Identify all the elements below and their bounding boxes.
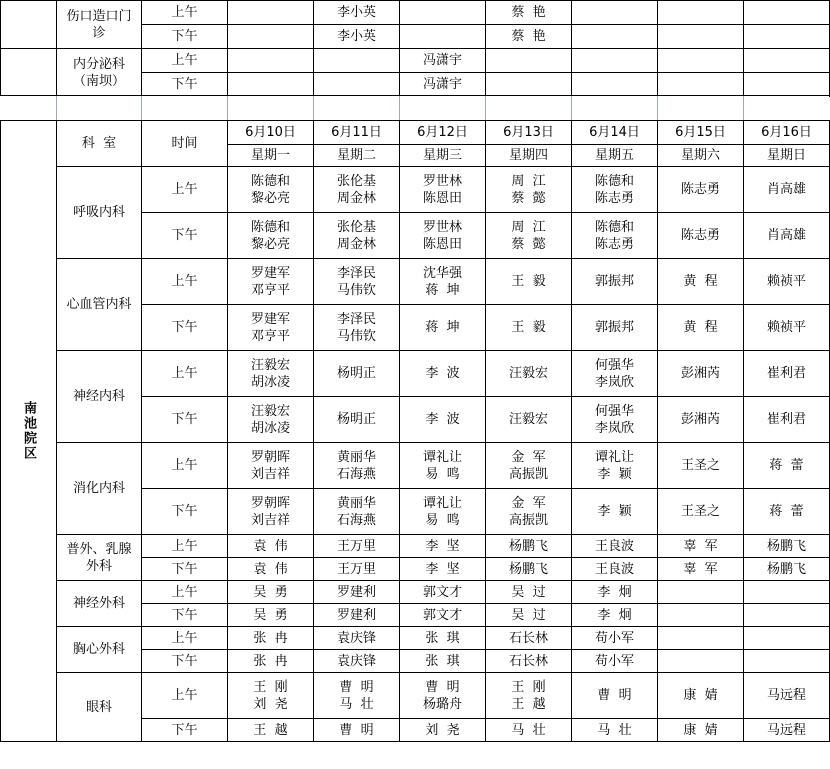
doctor-cell: 罗建军 邓亨平 [228, 259, 314, 305]
doctor-cell: 罗朝晖 刘吉祥 [228, 443, 314, 489]
time-slot: 下午 [142, 73, 228, 97]
dept-name: 内分泌科 （南坝） [57, 49, 142, 97]
weekday-header: 星期一 [228, 145, 314, 167]
date-header: 6月11日 [314, 121, 400, 145]
gap-grid-line [56, 96, 57, 120]
time-slot: 下午 [142, 719, 228, 742]
doctor-cell: 张 冉 [228, 627, 314, 650]
gap-grid-line [227, 96, 228, 120]
doctor-cell: 康 婧 [658, 719, 744, 742]
left-margin-cell [1, 1, 57, 49]
doctor-cell: 郭振邦 [572, 259, 658, 305]
time-slot: 下午 [142, 604, 228, 627]
dept-header: 科 室 [57, 121, 142, 167]
doctor-cell: 杨明正 [314, 397, 400, 443]
doctor-cell: 张伦基 周金林 [314, 213, 400, 259]
doctor-cell: 黄 程 [658, 305, 744, 351]
doctor-cell: 李 炯 [572, 581, 658, 604]
doctor-cell [744, 49, 830, 73]
doctor-cell: 王圣之 [658, 443, 744, 489]
doctor-cell: 汪毅宏 [486, 351, 572, 397]
doctor-cell [228, 49, 314, 73]
doctor-cell: 吴 过 [486, 604, 572, 627]
doctor-cell: 黄丽华 石海燕 [314, 443, 400, 489]
doctor-cell: 李 坚 [400, 535, 486, 558]
doctor-cell: 刘 尧 [400, 719, 486, 742]
doctor-cell: 谭礼让 易 鸣 [400, 443, 486, 489]
doctor-cell: 陈德和 黎必亮 [228, 167, 314, 213]
date-header: 6月12日 [400, 121, 486, 145]
doctor-cell [314, 73, 400, 97]
doctor-cell: 谭礼让 易 鸣 [400, 489, 486, 535]
date-header: 6月14日 [572, 121, 658, 145]
doctor-cell: 杨鹏飞 [744, 558, 830, 581]
doctor-cell: 吴 勇 [228, 604, 314, 627]
doctor-cell: 李泽民 马伟钦 [314, 259, 400, 305]
doctor-cell: 张 琪 [400, 650, 486, 673]
date-header: 6月13日 [486, 121, 572, 145]
dept-name: 眼科 [57, 673, 142, 742]
doctor-cell: 曹 明 [572, 673, 658, 719]
doctor-cell [486, 73, 572, 97]
doctor-cell [744, 627, 830, 650]
doctor-cell: 肖高雄 [744, 167, 830, 213]
time-slot: 下午 [142, 305, 228, 351]
doctor-cell: 汪毅宏 胡冰凌 [228, 397, 314, 443]
doctor-cell [572, 1, 658, 25]
doctor-cell [658, 73, 744, 97]
doctor-cell: 赖祯平 [744, 305, 830, 351]
weekday-header: 星期三 [400, 145, 486, 167]
doctor-cell: 郭文才 [400, 581, 486, 604]
doctor-cell: 李 波 [400, 397, 486, 443]
dept-name: 普外、乳腺 外科 [57, 535, 142, 581]
doctor-cell: 汪毅宏 [486, 397, 572, 443]
gap-grid-line [571, 96, 572, 120]
doctor-cell: 王万里 [314, 558, 400, 581]
doctor-cell: 蒋 坤 [400, 305, 486, 351]
doctor-cell: 袁庆锋 [314, 627, 400, 650]
doctor-cell: 肖高雄 [744, 213, 830, 259]
weekday-header: 星期四 [486, 145, 572, 167]
doctor-cell: 杨鹏飞 [486, 558, 572, 581]
doctor-cell: 汪毅宏 胡冰凌 [228, 351, 314, 397]
table-row [1, 167, 830, 213]
doctor-cell: 陈德和 陈志勇 [572, 167, 658, 213]
doctor-cell [572, 49, 658, 73]
table-row [1, 627, 830, 650]
gap-grid-line [141, 96, 142, 120]
doctor-cell: 崔利君 [744, 351, 830, 397]
weekday-header: 星期二 [314, 145, 400, 167]
doctor-cell: 马 壮 [486, 719, 572, 742]
doctor-cell [228, 1, 314, 25]
header-row-dates [1, 121, 830, 145]
weekday-header: 星期日 [744, 145, 830, 167]
doctor-cell: 吴 勇 [228, 581, 314, 604]
doctor-cell: 黄丽华 石海燕 [314, 489, 400, 535]
doctor-cell: 周 江 蔡 懿 [486, 167, 572, 213]
doctor-cell: 彭湘芮 [658, 351, 744, 397]
date-header: 6月10日 [228, 121, 314, 145]
doctor-cell: 李 波 [400, 351, 486, 397]
doctor-cell: 陈德和 陈志勇 [572, 213, 658, 259]
doctor-cell: 杨鹏飞 [744, 535, 830, 558]
left-margin-cell [1, 49, 57, 97]
time-slot: 上午 [142, 535, 228, 558]
doctor-cell [744, 604, 830, 627]
doctor-cell: 蒋 蕾 [744, 489, 830, 535]
doctor-cell [658, 581, 744, 604]
doctor-cell: 罗建利 [314, 581, 400, 604]
doctor-cell: 吴 过 [486, 581, 572, 604]
main-schedule-table [0, 120, 830, 742]
doctor-cell: 陈德和 黎必亮 [228, 213, 314, 259]
doctor-cell [658, 604, 744, 627]
doctor-cell: 袁 伟 [228, 558, 314, 581]
doctor-cell: 马远程 [744, 719, 830, 742]
time-slot: 上午 [142, 1, 228, 25]
table-row [1, 535, 830, 558]
table-row [1, 581, 830, 604]
doctor-cell: 袁庆锋 [314, 650, 400, 673]
doctor-cell: 何强华 李岚欣 [572, 351, 658, 397]
doctor-cell [658, 49, 744, 73]
time-slot: 下午 [142, 489, 228, 535]
doctor-cell: 石长林 [486, 627, 572, 650]
doctor-cell: 罗世林 陈恩田 [400, 167, 486, 213]
table-row [1, 443, 830, 489]
date-header: 6月16日 [744, 121, 830, 145]
gap-grid-line [657, 96, 658, 120]
doctor-cell [228, 25, 314, 49]
dept-name: 心血管内科 [57, 259, 142, 351]
doctor-cell [744, 650, 830, 673]
doctor-cell: 郭振邦 [572, 305, 658, 351]
doctor-cell [658, 627, 744, 650]
gap-grid-line [313, 96, 314, 120]
doctor-cell: 王 刚 王 越 [486, 673, 572, 719]
table-row [1, 1, 830, 25]
time-slot: 下午 [142, 558, 228, 581]
time-slot: 上午 [142, 443, 228, 489]
doctor-cell: 石长林 [486, 650, 572, 673]
doctor-cell [744, 25, 830, 49]
gap-grid-line [485, 96, 486, 120]
doctor-cell: 张伦基 周金林 [314, 167, 400, 213]
doctor-cell: 陈志勇 [658, 213, 744, 259]
doctor-cell: 马 壮 [572, 719, 658, 742]
doctor-cell: 王 越 [228, 719, 314, 742]
doctor-cell: 罗世林 陈恩田 [400, 213, 486, 259]
doctor-cell: 谭礼让 李 颖 [572, 443, 658, 489]
doctor-cell: 李 颖 [572, 489, 658, 535]
campus-name: 南池院区 [1, 121, 57, 742]
doctor-cell: 王圣之 [658, 489, 744, 535]
time-slot: 上午 [142, 673, 228, 719]
doctor-cell: 辜 军 [658, 558, 744, 581]
doctor-cell [572, 73, 658, 97]
doctor-cell: 康 婧 [658, 673, 744, 719]
section-gap-row [0, 95, 829, 121]
doctor-cell: 蔡 艳 [486, 1, 572, 25]
time-slot: 下午 [142, 650, 228, 673]
doctor-cell: 王 毅 [486, 259, 572, 305]
doctor-cell [658, 650, 744, 673]
doctor-cell: 李 坚 [400, 558, 486, 581]
doctor-cell [744, 581, 830, 604]
dept-name: 神经内科 [57, 351, 142, 443]
doctor-cell [228, 73, 314, 97]
date-header: 6月15日 [658, 121, 744, 145]
top-schedule-table [0, 0, 830, 97]
doctor-cell: 陈志勇 [658, 167, 744, 213]
doctor-cell: 金 军 高振凯 [486, 489, 572, 535]
doctor-cell: 马远程 [744, 673, 830, 719]
doctor-cell: 沈华强 蒋 坤 [400, 259, 486, 305]
table-row [1, 351, 830, 397]
time-slot: 上午 [142, 167, 228, 213]
dept-name: 神经外科 [57, 581, 142, 627]
doctor-cell: 王良波 [572, 558, 658, 581]
doctor-cell [658, 25, 744, 49]
doctor-cell [486, 49, 572, 73]
gap-grid-line [399, 96, 400, 120]
doctor-cell: 李小英 [314, 1, 400, 25]
dept-name: 伤口造口门 诊 [57, 1, 142, 49]
table-row [1, 49, 830, 73]
doctor-cell: 崔利君 [744, 397, 830, 443]
doctor-cell [314, 49, 400, 73]
doctor-cell: 赖祯平 [744, 259, 830, 305]
doctor-cell: 罗建军 邓亨平 [228, 305, 314, 351]
doctor-cell [400, 1, 486, 25]
doctor-cell: 周 江 蔡 懿 [486, 213, 572, 259]
doctor-cell: 罗建利 [314, 604, 400, 627]
doctor-cell: 杨明正 [314, 351, 400, 397]
dept-name: 消化内科 [57, 443, 142, 535]
dept-name: 胸心外科 [57, 627, 142, 673]
doctor-cell: 袁 伟 [228, 535, 314, 558]
doctor-cell [658, 1, 744, 25]
doctor-cell [744, 1, 830, 25]
weekday-header: 星期五 [572, 145, 658, 167]
doctor-cell [572, 25, 658, 49]
gap-grid-line [743, 96, 744, 120]
doctor-cell [744, 73, 830, 97]
doctor-cell: 李 炯 [572, 604, 658, 627]
time-slot: 上午 [142, 259, 228, 305]
doctor-cell: 曹 明 [314, 719, 400, 742]
table-row [1, 259, 830, 305]
doctor-cell: 王 毅 [486, 305, 572, 351]
table-row [1, 673, 830, 719]
doctor-cell: 李小英 [314, 25, 400, 49]
doctor-cell: 蔡 艳 [486, 25, 572, 49]
weekday-header: 星期六 [658, 145, 744, 167]
doctor-cell: 张 冉 [228, 650, 314, 673]
doctor-cell: 苟小军 [572, 627, 658, 650]
doctor-cell: 曹 明 杨璐舟 [400, 673, 486, 719]
time-slot: 下午 [142, 25, 228, 49]
doctor-cell: 张 琪 [400, 627, 486, 650]
doctor-cell: 郭文才 [400, 604, 486, 627]
time-header: 时间 [142, 121, 228, 167]
time-slot: 上午 [142, 627, 228, 650]
doctor-cell: 曹 明 马 壮 [314, 673, 400, 719]
doctor-cell: 杨鹏飞 [486, 535, 572, 558]
doctor-cell: 冯潇宇 [400, 73, 486, 97]
doctor-cell: 王 刚 刘 尧 [228, 673, 314, 719]
dept-name: 呼吸内科 [57, 167, 142, 259]
doctor-cell: 辜 军 [658, 535, 744, 558]
doctor-cell: 金 军 高振凯 [486, 443, 572, 489]
doctor-cell [400, 25, 486, 49]
doctor-cell: 罗朝晖 刘吉祥 [228, 489, 314, 535]
time-slot: 下午 [142, 213, 228, 259]
time-slot: 下午 [142, 397, 228, 443]
doctor-cell: 冯潇宇 [400, 49, 486, 73]
doctor-cell: 王良波 [572, 535, 658, 558]
doctor-cell: 彭湘芮 [658, 397, 744, 443]
time-slot: 上午 [142, 49, 228, 73]
time-slot: 上午 [142, 581, 228, 604]
doctor-cell: 黄 程 [658, 259, 744, 305]
doctor-cell: 苟小军 [572, 650, 658, 673]
doctor-cell: 李泽民 马伟钦 [314, 305, 400, 351]
time-slot: 上午 [142, 351, 228, 397]
doctor-cell: 王万里 [314, 535, 400, 558]
doctor-cell: 蒋 蕾 [744, 443, 830, 489]
doctor-cell: 何强华 李岚欣 [572, 397, 658, 443]
